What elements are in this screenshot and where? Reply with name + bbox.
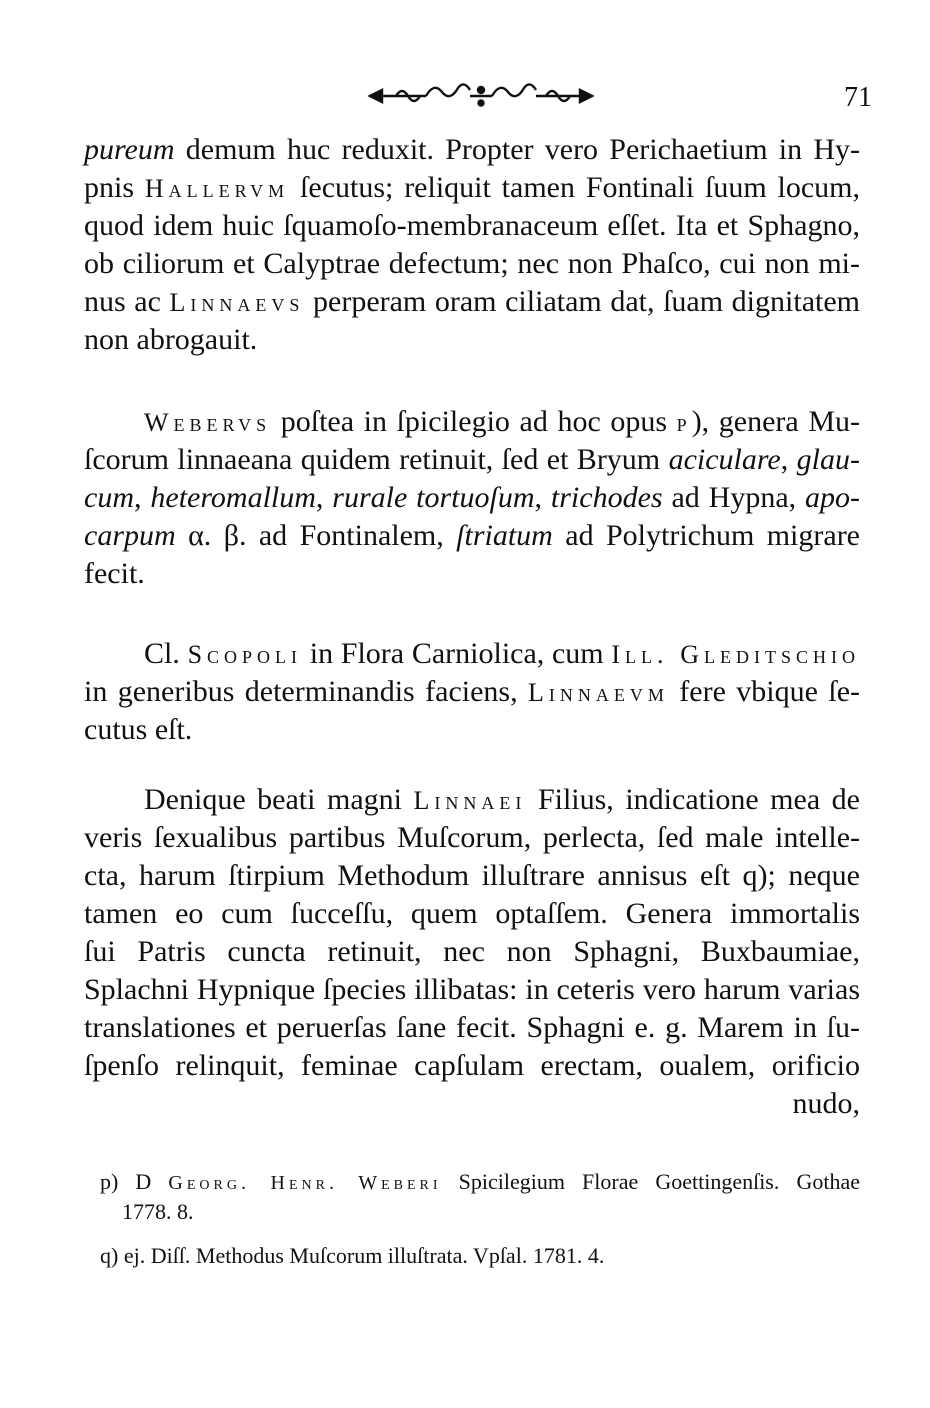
- text-line: non abrogauit.: [84, 323, 258, 356]
- page-number: 71: [844, 82, 872, 113]
- text-line: tamen eo cum ſucceſſu, quem optaſſem. Genera immortalis: [84, 897, 860, 930]
- text-line: quod idem huic ſquamoſo-membranaceum eſſet. Ita et Sphagno,: [84, 209, 860, 242]
- text-line: ſui Patris cuncta retinuit, nec non Sphagni, Buxbaumiae,: [84, 935, 860, 968]
- text-line: ſpenſo relinquit, feminae capſulam erectam, oualem, orificio: [84, 1049, 860, 1082]
- text-line: translationes et peruerſas ſane fecit. Sphagni e. g. Marem in ſu-: [84, 1011, 860, 1044]
- text-line: ob ciliorum et Calyptrae defectum; nec non Phaſco, cui non mi-: [84, 247, 860, 280]
- text-line: Cl. Scopoli in Flora Carniolica, cum Ill. Gleditschio: [144, 637, 860, 670]
- text-line: cta, harum ſtirpium Methodum illuſtrare annisus eſt q); neque: [84, 859, 860, 892]
- text-line: Denique beati magni Linnaei Filius, indicatione mea de: [144, 783, 860, 816]
- text-line: in generibus determinandis faciens, Linnaevm fere vbique ſe-: [84, 675, 860, 708]
- text-line: fecit.: [84, 557, 145, 590]
- text-line: pnis Hallervm ſecutus; reliquit tamen Fontinali ſuum locum,: [84, 171, 860, 204]
- header-ornament-icon: [366, 82, 596, 110]
- text-line: cutus eſt.: [84, 713, 193, 746]
- catchword: nudo,: [792, 1087, 860, 1120]
- footnote-p-continued: 1778. 8.: [122, 1199, 194, 1224]
- text-line: Splachni Hypnique ſpecies illibatas: in ceteris vero harum varias: [84, 973, 860, 1006]
- footnote-q: q) ej. Diſſ. Methodus Muſcorum illuſtrata. Vpſal. 1781. 4.: [100, 1243, 605, 1268]
- text-line: nus ac Linnaevs perperam oram ciliatam dat, ſuam dignitatem: [84, 285, 860, 318]
- text-line: carpum α. β. ad Fontinalem, ſtriatum ad Polytrichum migrare: [84, 519, 860, 552]
- footnote-p: p) D Georg. Henr. Weberi Spicilegium Florae Goettingenſis. Gothae: [100, 1169, 860, 1194]
- text-line: veris ſexualibus partibus Muſcorum, perlecta, ſed male intelle-: [84, 821, 860, 854]
- text-line: cum, heteromallum, rurale tortuoſum, trichodes ad Hypna, apo-: [84, 481, 861, 514]
- text-line: ſcorum linnaeana quidem retinuit, ſed et Bryum aciculare, glau-: [84, 443, 860, 476]
- text-line: pureum demum huc reduxit. Propter vero Perichaetium in Hy-: [84, 133, 860, 166]
- text-line: Webervs poſtea in ſpicilegio ad hoc opus p), genera Mu-: [144, 405, 861, 438]
